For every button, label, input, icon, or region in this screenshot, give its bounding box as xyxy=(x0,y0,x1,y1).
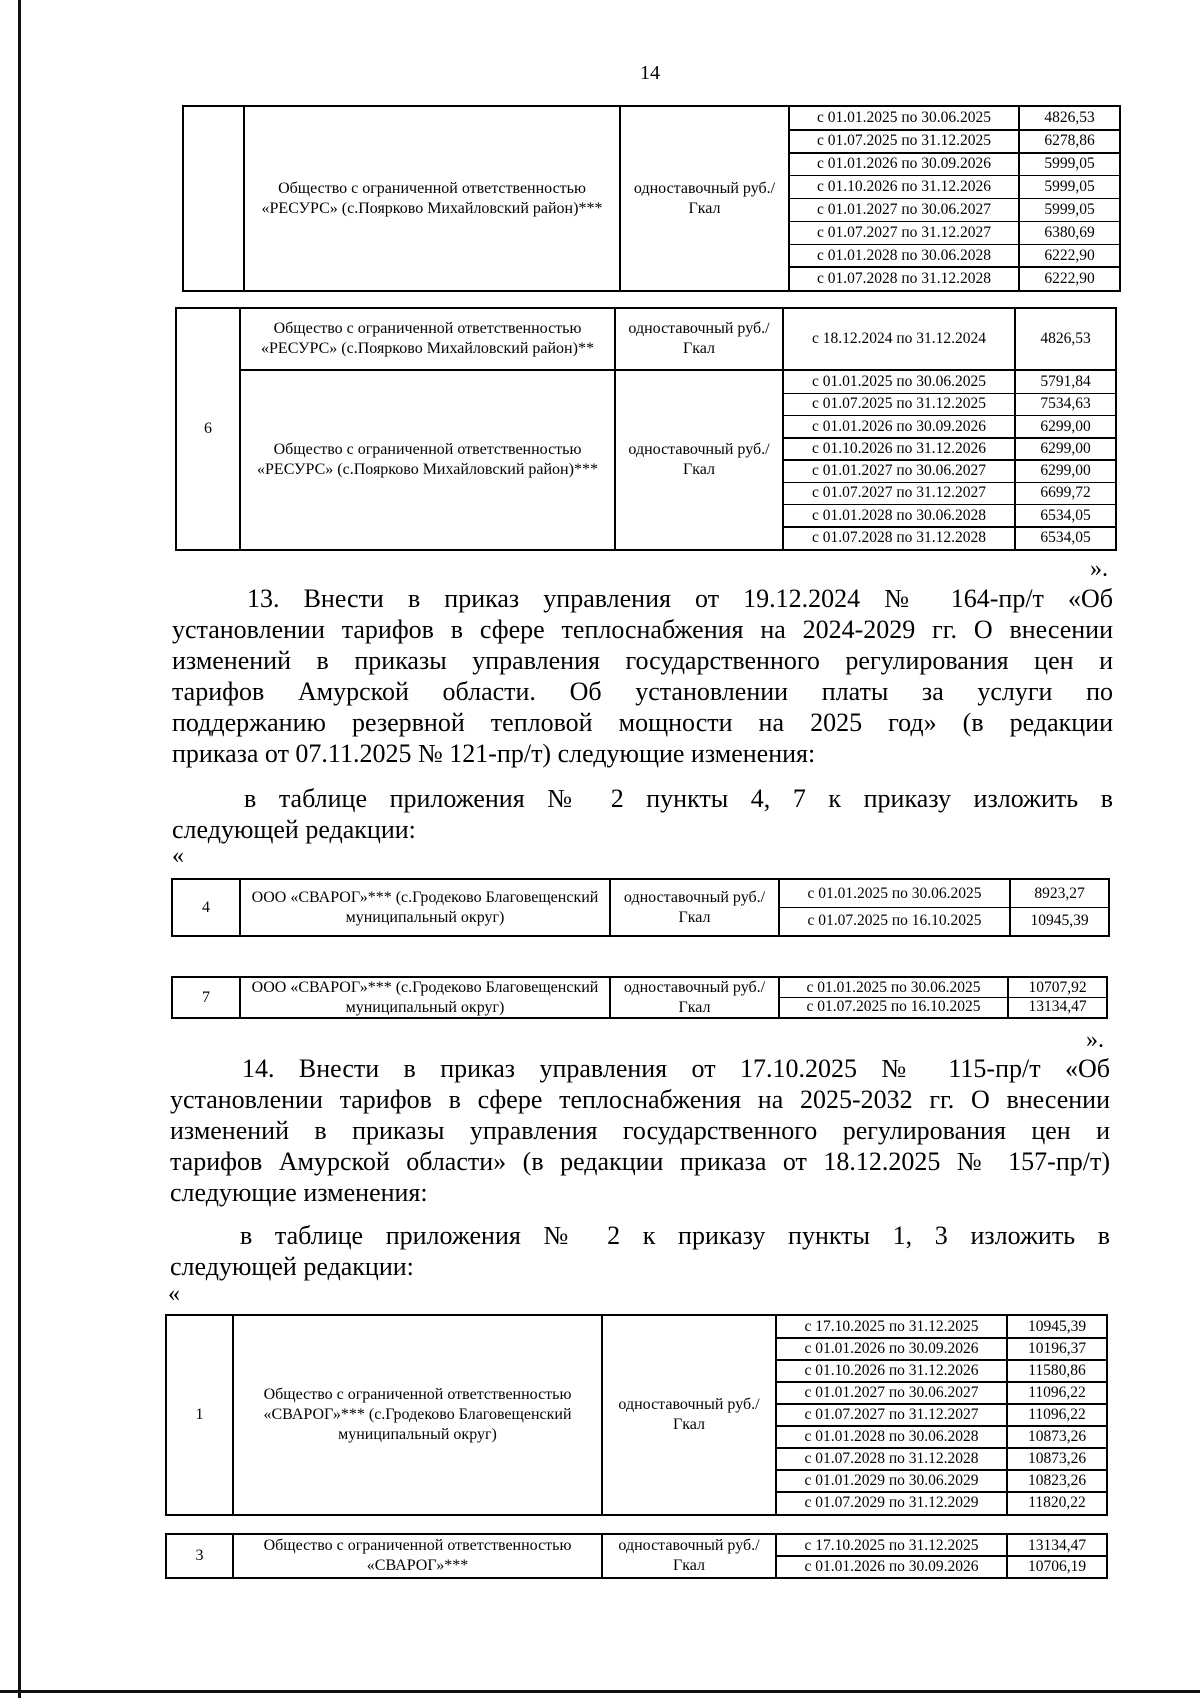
row-divider xyxy=(777,1359,1106,1361)
tariff-value-cell: 10706,19 xyxy=(1027,1557,1087,1575)
tariff-value-cell: 4826,53 xyxy=(1044,109,1095,127)
period-cell: с 01.01.2028 по 30.06.2028 xyxy=(804,1428,979,1445)
text-line: изменений в приказы управления государственного регулирования цен и xyxy=(172,646,1113,675)
period-cell: с 01.10.2026 по 31.12.2026 xyxy=(804,1362,979,1379)
org-name: Общество с ограниченной ответственностью «СВАРОГ»*** xyxy=(263,1537,572,1574)
tariff-value-cell: 6534,05 xyxy=(1040,528,1091,546)
period-cell: с 01.01.2028 по 30.06.2028 xyxy=(816,246,992,264)
row-divider xyxy=(790,129,1119,131)
tariff-value-cell: 6299,00 xyxy=(1040,439,1091,457)
tariff-value-cell: 10707,92 xyxy=(1028,978,1087,996)
row-divider xyxy=(790,175,1119,177)
tariff-table-item-6 xyxy=(175,307,1117,551)
row-divider xyxy=(790,266,1119,268)
text-line: следующие изменения: xyxy=(170,1178,428,1207)
tariff-table-item-7 xyxy=(171,976,1108,1019)
period-cell: с 01.01.2026 по 30.09.2026 xyxy=(816,155,992,173)
tariff-type: одноставочный руб./Гкал xyxy=(618,1396,760,1433)
tariff-value-cell: 10196,37 xyxy=(1027,1340,1087,1357)
period-cell: с 01.07.2027 по 31.12.2027 xyxy=(804,1406,979,1423)
period-cell: с 01.01.2025 по 30.06.2025 xyxy=(806,978,981,996)
period-rows xyxy=(777,1535,1106,1577)
tariff-value-cell: 6299,00 xyxy=(1040,417,1091,435)
tariff-value-cell: 10945,39 xyxy=(1027,1318,1087,1335)
period-rows xyxy=(790,107,1119,290)
text-line: установлении тарифов в сфере теплоснабжения на 2025-2032 гг. О внесении xyxy=(170,1085,1110,1114)
tariff-type: одноставочный руб./Гкал xyxy=(618,1537,760,1574)
tariff-value-cell: 8923,27 xyxy=(1034,884,1085,902)
paragraph-14-table-intro xyxy=(170,1220,1110,1282)
period-cell: с 01.01.2026 по 30.09.2026 xyxy=(811,417,987,435)
period-cell: с 01.01.2025 по 30.06.2025 xyxy=(807,884,982,902)
text-line: 14. Внести в приказ управления от 17.10.2025 № 115-пр/т «Об xyxy=(242,1054,1110,1083)
row-divider xyxy=(784,526,1115,528)
item-number: 4 xyxy=(202,898,210,916)
row-divider xyxy=(777,1381,1106,1383)
item-number: 3 xyxy=(195,1547,204,1564)
text-line: в таблице приложения № 2 к приказу пункты 1, 3 изложить в xyxy=(240,1221,1110,1250)
tariff-type-top: одноставочный руб./Гкал xyxy=(628,320,770,357)
tariff-table-item-3 xyxy=(165,1533,1108,1579)
row-divider xyxy=(784,393,1115,395)
period-cell: с 01.01.2027 по 30.06.2027 xyxy=(804,1384,979,1401)
tariff-value-cell: 11096,22 xyxy=(1028,1406,1086,1423)
tariff-table-item-4 xyxy=(171,878,1110,937)
tariff-value-cell: 11096,22 xyxy=(1028,1384,1086,1401)
row-divider xyxy=(777,1447,1106,1449)
period-cell: с 01.07.2025 по 31.12.2025 xyxy=(816,132,992,150)
text-line: установлении тарифов в сфере теплоснабжения на 2024-2029 гг. О внесении xyxy=(172,615,1113,644)
row-divider xyxy=(780,907,1108,909)
tariff-value-cell: 13134,47 xyxy=(1027,1536,1087,1554)
period-cell: с 01.10.2026 по 31.12.2026 xyxy=(811,439,987,457)
period-cell: с 01.07.2028 по 31.12.2028 xyxy=(816,269,992,287)
tariff-value-cell: 11820,22 xyxy=(1028,1494,1086,1511)
period-rows xyxy=(780,880,1108,935)
row-divider xyxy=(777,1469,1106,1471)
tariff-type: одноставочный руб./Гкал xyxy=(623,978,766,1016)
period-cell: с 01.07.2025 по 16.10.2025 xyxy=(806,998,981,1016)
row-divider xyxy=(784,482,1115,484)
row-divider xyxy=(790,152,1119,154)
tariff-value-cell: 6380,69 xyxy=(1044,223,1095,241)
text-line: следующей редакции: xyxy=(170,1252,414,1281)
text-line: следующей редакции: xyxy=(172,815,416,844)
row-divider xyxy=(777,1403,1106,1405)
open-quote: « xyxy=(168,1281,180,1307)
period-cell: с 01.07.2027 по 31.12.2027 xyxy=(816,223,992,241)
period-cell: с 01.01.2026 по 30.09.2026 xyxy=(804,1340,979,1357)
tariff-table-item-1 xyxy=(165,1314,1108,1516)
period-cell: с 17.10.2025 по 31.12.2025 xyxy=(804,1318,979,1335)
tariff-value-cell: 13134,47 xyxy=(1028,998,1087,1016)
tariff-value-cell: 6699,72 xyxy=(1040,484,1091,502)
row-divider xyxy=(784,415,1115,417)
period-cell: с 01.01.2028 по 30.06.2028 xyxy=(811,506,987,524)
period-cell: с 01.07.2028 по 31.12.2028 xyxy=(811,528,987,546)
text-line: изменений в приказы управления государственного регулирования цен и xyxy=(170,1116,1110,1145)
tariff-value-cell: 10873,26 xyxy=(1027,1428,1087,1445)
tariff-value-cell: 5791,84 xyxy=(1040,373,1091,391)
text-line: приказа от 07.11.2025 № 121-пр/т) следующие изменения: xyxy=(172,739,816,768)
tariff-value-cell: 5999,05 xyxy=(1044,178,1095,196)
row-divider xyxy=(777,1491,1106,1493)
close-quote: ». xyxy=(1090,556,1108,582)
period-cell: с 01.01.2026 по 30.09.2026 xyxy=(804,1557,979,1575)
period-cell: с 01.10.2026 по 31.12.2026 xyxy=(816,178,992,196)
row-divider xyxy=(777,1425,1106,1427)
tariff-value-cell: 5999,05 xyxy=(1044,200,1095,218)
row-divider xyxy=(777,1555,1106,1557)
tariff-type: одноставочный руб./Гкал xyxy=(633,179,776,217)
row-divider xyxy=(784,504,1115,506)
text-line: поддержанию резервной тепловой мощности на 2025 год» (в редакции xyxy=(172,708,1113,737)
tariff-value-cell: 6222,90 xyxy=(1044,269,1095,287)
page-edge-bottom xyxy=(0,1690,1200,1693)
period-cell: с 01.01.2025 по 30.06.2025 xyxy=(811,373,987,391)
period-cell: с 17.10.2025 по 31.12.2025 xyxy=(804,1536,979,1554)
row-divider xyxy=(777,1337,1106,1339)
text-line: тарифов Амурской области. Об установлении платы за услуги по xyxy=(172,677,1113,706)
tariff-table-resurs-continued xyxy=(182,105,1121,292)
close-quote: ». xyxy=(1086,1027,1104,1053)
tariff-value-cell: 6278,86 xyxy=(1044,132,1095,150)
tariff-value-cell: 11580,86 xyxy=(1028,1362,1086,1379)
item-number: 6 xyxy=(204,420,212,437)
period-cell: с 01.07.2025 по 16.10.2025 xyxy=(807,912,982,930)
page-edge-left xyxy=(18,0,21,1698)
period-cell: с 01.01.2029 по 30.06.2029 xyxy=(804,1472,979,1489)
paragraph-14 xyxy=(170,1053,1110,1208)
tariff-value-cell: 6299,00 xyxy=(1040,462,1091,480)
paragraph-13-table-intro xyxy=(172,783,1113,845)
item-number: 1 xyxy=(195,1406,204,1423)
period-cell: с 01.07.2025 по 31.12.2025 xyxy=(811,395,987,413)
period-cell: с 01.07.2029 по 31.12.2029 xyxy=(804,1494,979,1511)
tariff-value-cell: 6222,90 xyxy=(1044,246,1095,264)
paragraph-13 xyxy=(172,583,1113,769)
period-cell: с 01.01.2027 по 30.06.2027 xyxy=(811,462,987,480)
tariff-value-cell: 7534,63 xyxy=(1040,395,1091,413)
period-rows xyxy=(784,371,1115,549)
tariff-type: одноставочный руб./Гкал xyxy=(623,888,766,926)
row-divider xyxy=(790,244,1119,246)
org-name: ООО «СВАРОГ»*** (с.Гродеково Благовещенский муниципальный округ) xyxy=(251,978,599,1016)
tariff-value-cell: 10945,39 xyxy=(1030,912,1089,930)
row-divider xyxy=(784,437,1115,439)
page-number: 14 xyxy=(640,62,660,84)
open-quote: « xyxy=(172,843,184,869)
org-name-top: Общество с ограниченной ответственностью «РЕСУРС» (с.Поярково Михайловский район)** xyxy=(261,320,594,357)
period-cell: с 01.01.2027 по 30.06.2027 xyxy=(816,200,992,218)
org-name: Общество с ограниченной ответственностью «СВАРОГ»*** (с.Гродеково Благовещенский муниципальный округ) xyxy=(263,1386,572,1443)
row-divider xyxy=(780,997,1106,999)
period-cell: с 01.07.2028 по 31.12.2028 xyxy=(804,1450,979,1467)
tariff-value-cell: 10823,26 xyxy=(1027,1472,1087,1489)
text-line: тарифов Амурской области» (в редакции приказа от 18.12.2025 № 157-пр/т) xyxy=(170,1147,1110,1176)
row-divider xyxy=(790,221,1119,223)
row-divider xyxy=(784,459,1115,461)
org-name: Общество с ограниченной ответственностью «РЕСУРС» (с.Поярково Михайловский район)*** xyxy=(261,179,603,217)
period-rows xyxy=(780,978,1106,1017)
value-top: 4826,53 xyxy=(1040,330,1091,347)
period-rows xyxy=(777,1316,1106,1514)
period-cell: с 01.01.2025 по 30.06.2025 xyxy=(816,109,992,127)
item-number: 7 xyxy=(202,988,210,1006)
tariff-value-cell: 6534,05 xyxy=(1040,506,1091,524)
text-line: в таблице приложения № 2 пункты 4, 7 к приказу изложить в xyxy=(244,784,1113,813)
tariff-type: одноставочный руб./Гкал xyxy=(628,441,770,478)
tariff-value-cell: 5999,05 xyxy=(1044,155,1095,173)
tariff-value-cell: 10873,26 xyxy=(1027,1450,1087,1467)
period-cell: с 01.07.2027 по 31.12.2027 xyxy=(811,484,987,502)
period-top: с 18.12.2024 по 31.12.2024 xyxy=(811,330,987,347)
text-line: 13. Внести в приказ управления от 19.12.2024 № 164-пр/т «Об xyxy=(247,584,1113,613)
org-name: ООО «СВАРОГ»*** (с.Гродеково Благовещенский муниципальный округ) xyxy=(251,888,599,926)
org-name: Общество с ограниченной ответственностью «РЕСУРС» (с.Поярково Михайловский район)*** xyxy=(257,441,598,478)
row-divider xyxy=(790,198,1119,200)
